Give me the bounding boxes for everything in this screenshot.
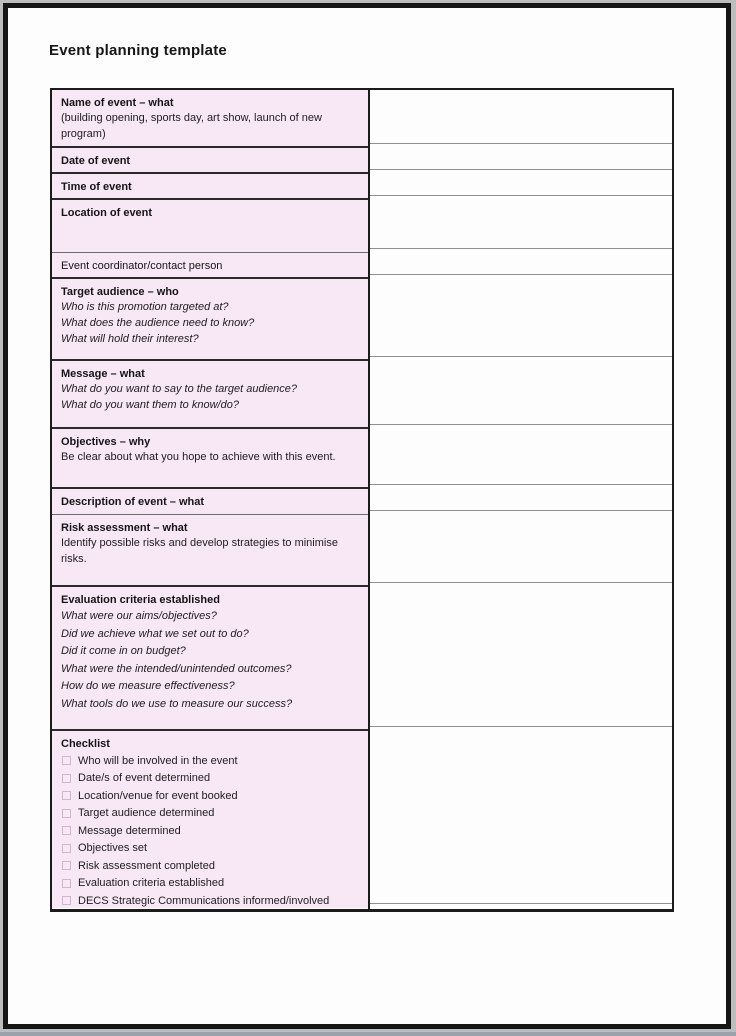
checklist-item-label: Message determined [78,824,181,837]
row-title: Risk assessment – what [61,522,188,534]
row-description-line: What do you want to say to the target audience? [61,383,298,395]
row-input-cell-description-of-event-what [370,485,672,511]
row-input-cell-time-of-event [370,170,672,196]
row-description-line: What were the intended/unintended outcomes? [61,662,292,675]
page-title: Event planning template [49,42,227,59]
checklist-item [61,787,359,805]
row-title: Checklist [61,738,110,750]
row-description-line: How do we measure effectiveness? [61,680,235,693]
row-description-line: Did we achieve what we set out to do? [61,627,249,640]
row-title: Location of event [61,207,153,219]
row-label-cell-date-of-event [52,148,368,174]
checkbox-icon [62,896,71,905]
row-label-cell-message-what [52,361,368,429]
checklist-item-label: Date/s of event determined [78,772,211,785]
row-description-line: Be clear about what you hope to achieve with this event. [61,451,336,463]
row-input-cell-date-of-event [370,144,672,170]
row-label-cell-description-of-event-what [52,489,368,515]
row-label-cell-checklist [52,731,368,908]
row-title: Time of event [61,181,132,193]
checklist-item-label: Who will be involved in the event [78,754,238,767]
checklist-item-label: Evaluation criteria established [78,877,225,890]
row-label-cell-evaluation-criteria-established [52,587,368,731]
checklist-item [61,840,359,858]
checklist-item [61,822,359,840]
row-label-cell-objectives-why [52,429,368,489]
row-input-cell-objectives-why [370,425,672,485]
row-title: Description of event – what [61,496,205,508]
row-input-cell-risk-assessment-what [370,511,672,583]
checkbox-icon [62,756,71,765]
checklist-item [61,805,359,823]
checkbox-icon [62,861,71,870]
checkbox-icon [62,844,71,853]
row-description-line: Did it come in on budget? [61,645,186,658]
checklist-item [61,752,359,770]
row-description-line: (building opening, sports day, art show, launch of new program) [61,112,322,140]
row-description-line: What do you want them to know/do? [61,398,239,411]
row-input-cell-location-of-event [370,196,672,249]
row-input-cell-evaluation-criteria-established [370,583,672,727]
row-input-cell-checklist [370,727,672,904]
document-page [3,3,731,1029]
checklist-item-label: DECS Strategic Communications informed/involved [78,894,330,907]
row-title: Name of event – what [61,97,174,109]
event-planning-table [50,88,674,912]
row-input-cell-message-what [370,357,672,425]
row-input-cell-target-audience-who [370,275,672,357]
row-label-cell-location-of-event [52,200,368,253]
row-description-line: Identify possible risks and develop strategies to minimise risks. [61,537,338,565]
checklist-item [61,875,359,893]
row-description-line: What were our aims/objectives? [61,610,217,622]
table-input-column [368,90,672,909]
checklist-item-label: Target audience determined [78,807,215,820]
checklist-item-label: Location/venue for event booked [78,789,238,802]
row-description-line: Who is this promotion targeted at? [61,301,229,313]
checkbox-icon [62,826,71,835]
checklist-item-label: Risk assessment completed [78,859,215,872]
scan-bottom-edge [0,1032,736,1036]
row-input-cell-name-of-event-what [370,90,672,144]
row-title: Event coordinator/contact person [61,260,223,272]
row-description-line: What does the audience need to know? [61,316,255,329]
checklist-item [61,770,359,788]
row-label-cell-name-of-event-what [52,90,368,148]
table-input-grid [370,90,672,904]
row-label-cell-target-audience-who [52,279,368,361]
checklist-item [61,892,359,908]
row-label-cell-risk-assessment-what [52,515,368,587]
row-title: Target audience – who [61,286,179,298]
checkbox-icon [62,774,71,783]
checklist-item [61,857,359,875]
row-description-line: What tools do we use to measure our success? [61,697,293,710]
checkbox-icon [62,791,71,800]
row-label-cell-time-of-event [52,174,368,200]
checklist-item-label: Objectives set [78,842,148,855]
row-title: Evaluation criteria established [61,594,220,606]
row-label-cell-event-coordinator-contact-person [52,253,368,279]
row-title: Objectives – why [61,436,151,448]
row-description-line: What will hold their interest? [61,332,199,345]
checkbox-icon [62,809,71,818]
row-title: Message – what [61,368,145,380]
checkbox-icon [62,879,71,888]
table-label-column [52,90,368,909]
row-input-cell-event-coordinator-contact-person [370,249,672,275]
row-title: Date of event [61,155,131,167]
